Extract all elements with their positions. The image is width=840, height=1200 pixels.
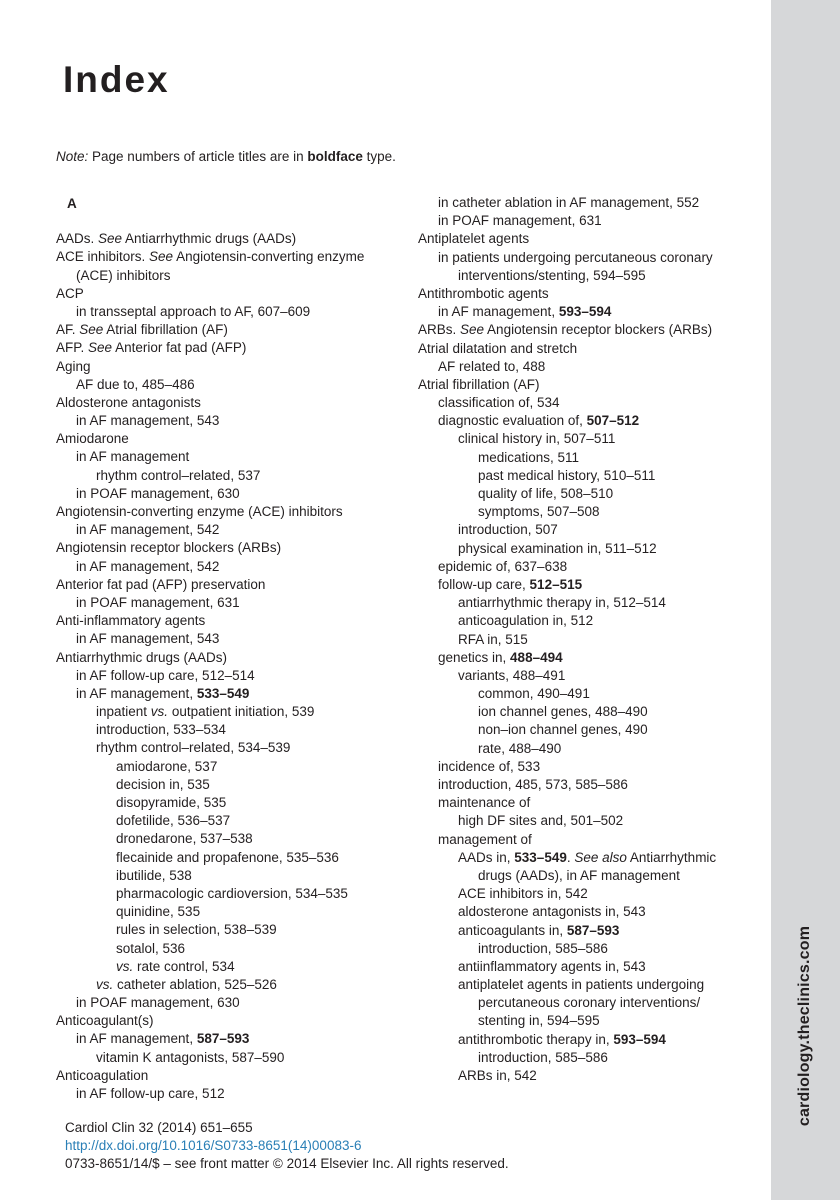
entry-text: symptoms, 507–508: [478, 504, 600, 520]
entry-text: Anti-inflammatory agents: [56, 613, 206, 629]
index-subentry: [418, 812, 768, 830]
index-subentry: [56, 776, 406, 794]
index-subentry: [418, 976, 768, 994]
entry-text: Atrial dilatation and stretch: [418, 340, 578, 356]
entry-text: antithrombotic therapy in,: [458, 1031, 614, 1047]
entry-text: catheter ablation, 525–526: [113, 976, 277, 992]
entry-text: decision in, 535: [116, 776, 210, 792]
entry-text: in AF management, 542: [76, 558, 220, 574]
entry-text: drugs (AADs), in AF management: [478, 867, 680, 883]
index-term: [56, 285, 406, 303]
index-term: [56, 321, 406, 339]
entry-text: variants, 488–491: [458, 667, 566, 683]
cross-reference-italic: See also: [574, 849, 627, 865]
index-column-left: [56, 194, 406, 1103]
index-subentry: [418, 594, 768, 612]
entry-text: .: [566, 849, 575, 865]
entry-text: rate, 488–490: [478, 740, 562, 756]
index-subentry: [418, 1031, 768, 1049]
index-term: [56, 394, 406, 412]
entry-text: Angiotensin receptor blockers (ARBs): [56, 540, 282, 556]
entry-text: disopyramide, 535: [116, 795, 227, 810]
index-term: [56, 339, 406, 357]
index-subentry: [56, 758, 406, 776]
note-bold-word: boldface: [307, 149, 363, 164]
page-range-bold: 587–593: [196, 1031, 250, 1047]
index-spacer: [56, 214, 406, 230]
entry-text: incidence of, 533: [438, 758, 541, 774]
index-term: [418, 340, 768, 358]
index-subentry: [418, 449, 768, 467]
entry-text: Aging: [56, 358, 91, 374]
entry-text: AADs.: [56, 231, 99, 247]
cross-reference-italic: vs.: [150, 704, 169, 720]
index-subentry: [418, 831, 768, 849]
entry-text: AADs in,: [458, 849, 515, 865]
entry-text: ACP: [56, 285, 84, 301]
entry-text: rhythm control–related, 534–539: [96, 740, 291, 756]
index-subentry: [418, 940, 768, 958]
index-term: [56, 1067, 406, 1085]
entry-text: amiodarone, 537: [116, 758, 218, 774]
entry-text: AF related to, 488: [438, 358, 546, 374]
entry-text: flecainide and propafenone, 535–536: [116, 849, 339, 865]
entry-text: ibutilide, 538: [116, 867, 192, 883]
entry-text: vitamin K antagonists, 587–590: [96, 1049, 285, 1065]
entry-text: rhythm control–related, 537: [96, 467, 261, 483]
entry-text: in AF management, 543: [76, 413, 220, 429]
index-subentry: [56, 830, 406, 848]
index-term: [418, 285, 768, 303]
index-subentry: [418, 667, 768, 685]
index-term: [56, 539, 406, 557]
index-subentry: [418, 958, 768, 976]
index-subentry: [418, 1012, 768, 1030]
index-subentry: [418, 776, 768, 794]
index-column-right: [418, 194, 768, 1085]
entry-text: high DF sites and, 501–502: [458, 813, 624, 829]
entry-text: Antiplatelet agents: [418, 231, 530, 247]
entry-text: dofetilide, 536–537: [116, 813, 231, 829]
cross-reference-italic: See: [460, 322, 485, 338]
entry-text: Anticoagulation: [56, 1067, 149, 1083]
copyright: 0733-8651/14/$ – see front matter © 2014 Elsevier Inc. All rights reserved.: [65, 1156, 509, 1171]
entry-text: sotalol, 536: [116, 940, 186, 956]
note-tail: type.: [362, 149, 396, 164]
entry-text: introduction, 585–586: [478, 1049, 608, 1065]
entry-text: in AF management,: [76, 685, 197, 701]
entry-text: Antiarrhythmic: [626, 849, 717, 865]
index-subentry: [56, 940, 406, 958]
index-subentry: [56, 467, 406, 485]
entry-text: in AF management,: [76, 1031, 197, 1047]
index-subentry: [418, 922, 768, 940]
index-subentry: [56, 521, 406, 539]
index-subentry: [418, 412, 768, 430]
entry-text: Anticoagulant(s): [56, 1013, 154, 1029]
page-range-bold: 533–549: [514, 849, 567, 865]
cross-reference-italic: See: [149, 249, 174, 265]
index-subentry: [418, 430, 768, 448]
entry-text: introduction, 585–586: [478, 940, 608, 956]
index-subentry: [56, 958, 406, 976]
entry-text: in AF management, 543: [76, 631, 220, 647]
entry-text: follow-up care,: [438, 576, 530, 592]
index-subentry: [418, 267, 768, 285]
index-letter-heading: [56, 194, 406, 214]
index-subentry: [418, 631, 768, 649]
entry-text: in POAF management, 630: [76, 485, 240, 501]
index-subentry: [56, 448, 406, 466]
entry-text: in AF management,: [438, 304, 559, 320]
entry-text: RFA in, 515: [458, 631, 528, 647]
index-subentry: [418, 903, 768, 921]
index-subentry: [56, 303, 406, 321]
index-subentry: [56, 485, 406, 503]
entry-text: in POAF management, 631: [76, 594, 240, 610]
journal-url[interactable]: cardiology.theclinics.com: [796, 925, 813, 1127]
index-subentry: [56, 849, 406, 867]
index-term: [56, 503, 406, 521]
entry-text: outpatient initiation, 539: [168, 704, 315, 720]
index-subentry: [418, 194, 768, 212]
entry-text: Antithrombotic agents: [418, 285, 549, 301]
entry-text: introduction, 533–534: [96, 722, 226, 738]
entry-text: AF due to, 485–486: [76, 376, 195, 392]
entry-text: antiarrhythmic therapy in, 512–514: [458, 595, 666, 611]
entry-text: past medical history, 510–511: [478, 467, 656, 483]
entry-text: physical examination in, 511–512: [458, 540, 657, 556]
entry-text: AF.: [56, 322, 80, 338]
entry-text: Anterior fat pad (AFP) preservation: [56, 576, 266, 592]
index-subentry: [56, 867, 406, 885]
page-range-bold: 488–494: [510, 649, 563, 665]
index-subentry: [418, 485, 768, 503]
index-subentry: [56, 1049, 406, 1067]
entry-text: Aldosterone antagonists: [56, 394, 201, 410]
entry-text: in POAF management, 631: [438, 213, 602, 229]
doi-link[interactable]: http://dx.doi.org/10.1016/S0733-8651(14)00083-6: [65, 1138, 362, 1153]
entry-text: A: [67, 196, 77, 211]
page-range-bold: 593–594: [613, 1031, 666, 1047]
index-term: [418, 230, 768, 248]
index-subentry: [418, 1049, 768, 1067]
index-subentry: [56, 739, 406, 757]
entry-text: Amiodarone: [56, 431, 129, 447]
index-term: [56, 576, 406, 594]
index-subentry: [418, 521, 768, 539]
index-subentry: [418, 885, 768, 903]
entry-text: genetics in,: [438, 649, 511, 665]
entry-text: antiplatelet agents in patients undergoing: [458, 977, 705, 993]
index-subentry: [418, 303, 768, 321]
entry-text: quality of life, 508–510: [478, 486, 614, 501]
entry-text: epidemic of, 637–638: [438, 558, 568, 574]
entry-text: in POAF management, 630: [76, 995, 240, 1011]
index-subentry: [418, 612, 768, 630]
index-subentry: [418, 249, 768, 267]
index-subentry: [418, 721, 768, 739]
page-title: Index: [63, 59, 170, 100]
index-subentry: [56, 558, 406, 576]
note-text: Page numbers of article titles are in: [88, 149, 308, 164]
entry-text: ARBs.: [418, 322, 461, 338]
page-range-bold: 512–515: [529, 576, 583, 592]
entry-text: introduction, 507: [458, 522, 558, 538]
index-subentry: [56, 1085, 406, 1103]
entry-text: Atrial fibrillation (AF): [103, 322, 228, 338]
entry-text: Antiarrhythmic drugs (AADs): [122, 231, 297, 247]
index-subentry: [56, 667, 406, 685]
index-subentry: [56, 703, 406, 721]
entry-text: clinical history in, 507–511: [458, 431, 616, 447]
entry-text: interventions/stenting, 594–595: [458, 267, 646, 283]
index-subentry: [56, 630, 406, 648]
entry-text: in AF follow-up care, 512: [76, 1086, 225, 1101]
index-subentry: [56, 594, 406, 612]
index-subentry: [418, 503, 768, 521]
entry-text: Angiotensin receptor blockers (ARBs): [484, 322, 713, 338]
entry-text: in AF follow-up care, 512–514: [76, 667, 255, 683]
entry-text: introduction, 485, 573, 585–586: [438, 777, 628, 792]
index-subentry: [56, 376, 406, 394]
index-subentry: [56, 267, 406, 285]
index-term: [56, 649, 406, 667]
entry-text: ACE inhibitors.: [56, 249, 150, 265]
entry-text: ARBs in, 542: [458, 1068, 537, 1083]
index-term: [56, 612, 406, 630]
index-subentry: [418, 794, 768, 812]
entry-text: diagnostic evaluation of,: [438, 413, 587, 429]
entry-text: Angiotensin-converting enzyme: [173, 249, 365, 265]
entry-text: medications, 511: [478, 449, 580, 465]
index-subentry: [418, 849, 768, 867]
entry-text: rules in selection, 538–539: [116, 922, 277, 938]
index-subentry: [418, 394, 768, 412]
index-term: [56, 248, 406, 266]
entry-text: antiinflammatory agents in, 543: [458, 958, 646, 974]
page-range-bold: 587–593: [566, 922, 620, 938]
index-term: [56, 430, 406, 448]
index-subentry: [418, 558, 768, 576]
page-range-bold: 507–512: [586, 413, 640, 429]
page-range-bold: 533–549: [196, 685, 250, 701]
index-subentry: [56, 721, 406, 739]
entry-text: (ACE) inhibitors: [76, 267, 171, 283]
index-subentry: [56, 685, 406, 703]
entry-text: aldosterone antagonists in, 543: [458, 904, 646, 920]
index-subentry: [418, 740, 768, 758]
index-subentry: [56, 412, 406, 430]
index-subentry: [418, 758, 768, 776]
index-subentry: [418, 467, 768, 485]
index-term: [56, 358, 406, 376]
entry-text: in transseptal approach to AF, 607–609: [76, 303, 311, 319]
cross-reference-italic: vs.: [116, 958, 134, 974]
entry-text: percutaneous coronary interventions/: [478, 995, 701, 1011]
index-subentry: [418, 358, 768, 376]
cross-reference-italic: See: [98, 231, 123, 247]
entry-text: ACE inhibitors in, 542: [458, 886, 588, 902]
index-subentry: [56, 903, 406, 921]
entry-text: in patients undergoing percutaneous coronary: [438, 249, 713, 265]
entry-text: in catheter ablation in AF management, 552: [438, 195, 700, 210]
cross-reference-italic: See: [88, 340, 113, 356]
index-subentry: [418, 1067, 768, 1085]
entry-text: anticoagulants in,: [458, 922, 567, 938]
entry-text: rate control, 534: [133, 958, 235, 974]
index-subentry: [418, 540, 768, 558]
index-subentry: [56, 976, 406, 994]
index-subentry: [56, 994, 406, 1012]
note-lead: Note:: [56, 149, 89, 164]
citation: Cardiol Clin 32 (2014) 651–655: [65, 1120, 253, 1135]
entry-text: stenting in, 594–595: [478, 1013, 600, 1029]
entry-text: common, 490–491: [478, 686, 590, 702]
entry-text: non–ion channel genes, 490: [478, 722, 648, 738]
index-subentry: [418, 867, 768, 885]
entry-text: Atrial fibrillation (AF): [418, 376, 540, 392]
index-subentry: [56, 1030, 406, 1048]
index-subentry: [418, 703, 768, 721]
entry-text: ion channel genes, 488–490: [478, 704, 648, 720]
index-subentry: [418, 649, 768, 667]
entry-text: management of: [438, 831, 532, 847]
entry-text: inpatient: [96, 704, 151, 720]
cross-reference-italic: See: [79, 322, 104, 338]
index-term: [56, 1012, 406, 1030]
index-subentry: [56, 921, 406, 939]
entry-text: Anterior fat pad (AFP): [112, 340, 247, 356]
entry-text: dronedarone, 537–538: [116, 831, 253, 847]
index-subentry: [56, 885, 406, 903]
entry-text: quinidine, 535: [116, 904, 201, 920]
article-footer: [65, 1119, 509, 1173]
boldface-note: [56, 148, 396, 166]
entry-text: in AF management: [76, 449, 190, 465]
index-term: [56, 230, 406, 248]
entry-text: Antiarrhythmic drugs (AADs): [56, 649, 228, 665]
index-term: [418, 321, 768, 339]
index-subentry: [418, 685, 768, 703]
entry-text: anticoagulation in, 512: [458, 613, 594, 629]
index-subentry: [418, 576, 768, 594]
index-term: [418, 376, 768, 394]
entry-text: in AF management, 542: [76, 522, 220, 538]
index-subentry: [418, 212, 768, 230]
index-subentry: [418, 994, 768, 1012]
index-subentry: [56, 794, 406, 812]
index-subentry: [56, 812, 406, 830]
page-range-bold: 593–594: [558, 304, 612, 320]
cross-reference-italic: vs.: [96, 976, 114, 992]
entry-text: maintenance of: [438, 795, 531, 811]
entry-text: AFP.: [56, 340, 89, 356]
entry-text: Angiotensin-converting enzyme (ACE) inhibitors: [56, 504, 343, 519]
entry-text: pharmacologic cardioversion, 534–535: [116, 885, 348, 901]
entry-text: classification of, 534: [438, 395, 560, 411]
